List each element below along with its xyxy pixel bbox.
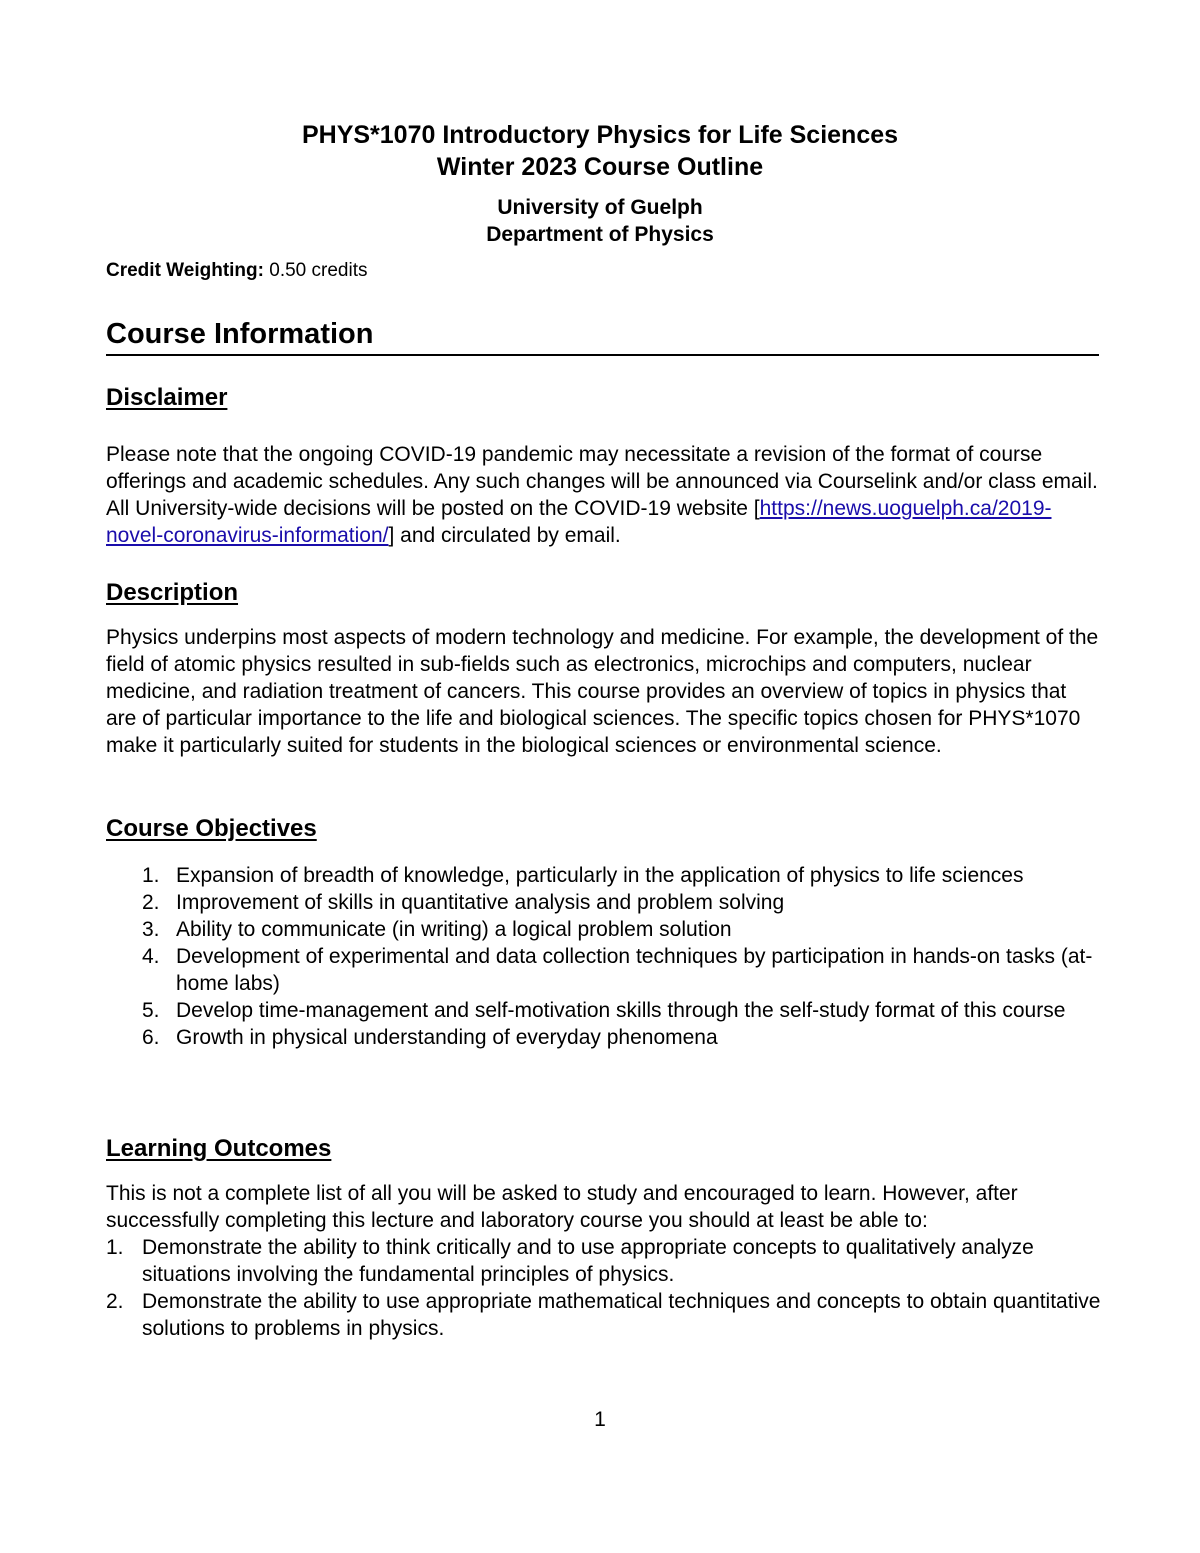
disclaimer-heading: Disclaimer xyxy=(106,384,228,411)
course-objectives-heading: Course Objectives xyxy=(106,815,317,842)
list-item-text: Demonstrate the ability to think critically and to use appropriate concepts to qualitatively analyze situations involving the fundamental principles of physics. xyxy=(142,1236,1034,1286)
disclaimer-text-part2: ] and circulated by email. xyxy=(388,524,621,547)
list-item-number: 2. xyxy=(106,1290,124,1313)
list-item-number: 1. xyxy=(142,864,160,887)
document-subtitle: Winter 2023 Course Outline xyxy=(436,153,764,181)
list-item-number: 2. xyxy=(142,891,160,914)
list-item xyxy=(106,1234,1101,1288)
list-item xyxy=(106,889,1101,916)
description-heading: Description xyxy=(106,579,239,606)
list-item xyxy=(106,943,1101,997)
objectives-list xyxy=(106,862,1101,1051)
list-item-text: Improvement of skills in quantitative analysis and problem solving xyxy=(176,891,785,914)
list-item xyxy=(106,916,1101,943)
disclaimer-text xyxy=(106,441,1101,549)
page-number: 1 xyxy=(594,1408,606,1431)
list-item xyxy=(106,862,1101,889)
list-item xyxy=(106,1288,1101,1342)
department-name: Department of Physics xyxy=(486,223,714,246)
list-item-number: 5. xyxy=(142,999,160,1022)
list-item-text: Development of experimental and data collection techniques by participation in hands-on tasks (at-home labs) xyxy=(176,945,1093,995)
list-item xyxy=(106,997,1101,1024)
outcomes-list xyxy=(106,1234,1101,1342)
description-text: Physics underpins most aspects of modern technology and medicine. For example, the development of the field of atomic physics resulted in sub-fields such as electronics, microchips and computers, nuclear medicine, and radiation treatment of cancers. This course provides an overview of topics in physics that are of particular importance to the life and biological sciences. The specific topics chosen for PHYS*1070 make it particularly suited for students in the biological sciences or environmental science. xyxy=(106,626,1099,757)
learning-outcomes-intro: This is not a complete list of all you will be asked to study and encouraged to learn. However, after successfully completing this lecture and laboratory course you should at least be able to: xyxy=(106,1182,1018,1232)
list-item xyxy=(106,1024,1101,1051)
list-item-text: Develop time-management and self-motivation skills through the self-study format of this course xyxy=(176,999,1066,1022)
list-item-number: 3. xyxy=(142,918,160,941)
list-item-text: Ability to communicate (in writing) a logical problem solution xyxy=(176,918,732,941)
disclaimer-text-part1: Please note that the ongoing COVID-19 pandemic may necessitate a revision of the format of course offerings and academic schedules. Any such changes will be announced via Courselink and/or class email. All University-wide decisions will be posted on the COVID-19 website [ xyxy=(106,443,1098,520)
credit-weighting xyxy=(106,258,367,284)
list-item-number: 4. xyxy=(142,945,160,968)
list-item-text: Demonstrate the ability to use appropriate mathematical techniques and concepts to obtain quantitative solutions to problems in physics. xyxy=(142,1290,1101,1340)
covid-website-link[interactable]: https://news.uoguelph.ca/2019-novel-coronavirus-information/ xyxy=(106,497,1052,547)
list-item-text: Growth in physical understanding of everyday phenomena xyxy=(176,1026,718,1049)
credit-weighting-label: Credit Weighting: xyxy=(106,260,264,281)
list-item-number: 6. xyxy=(142,1026,160,1049)
university-name: University of Guelph xyxy=(497,196,703,219)
list-item-number: 1. xyxy=(106,1236,124,1259)
credit-weighting-value: 0.50 credits xyxy=(263,260,368,281)
learning-outcomes-heading: Learning Outcomes xyxy=(106,1135,332,1162)
course-information-heading: Course Information xyxy=(106,316,1099,356)
list-item-text: Expansion of breadth of knowledge, particularly in the application of physics to life sciences xyxy=(176,864,1024,887)
document-title: PHYS*1070 Introductory Physics for Life Sciences xyxy=(301,121,899,149)
